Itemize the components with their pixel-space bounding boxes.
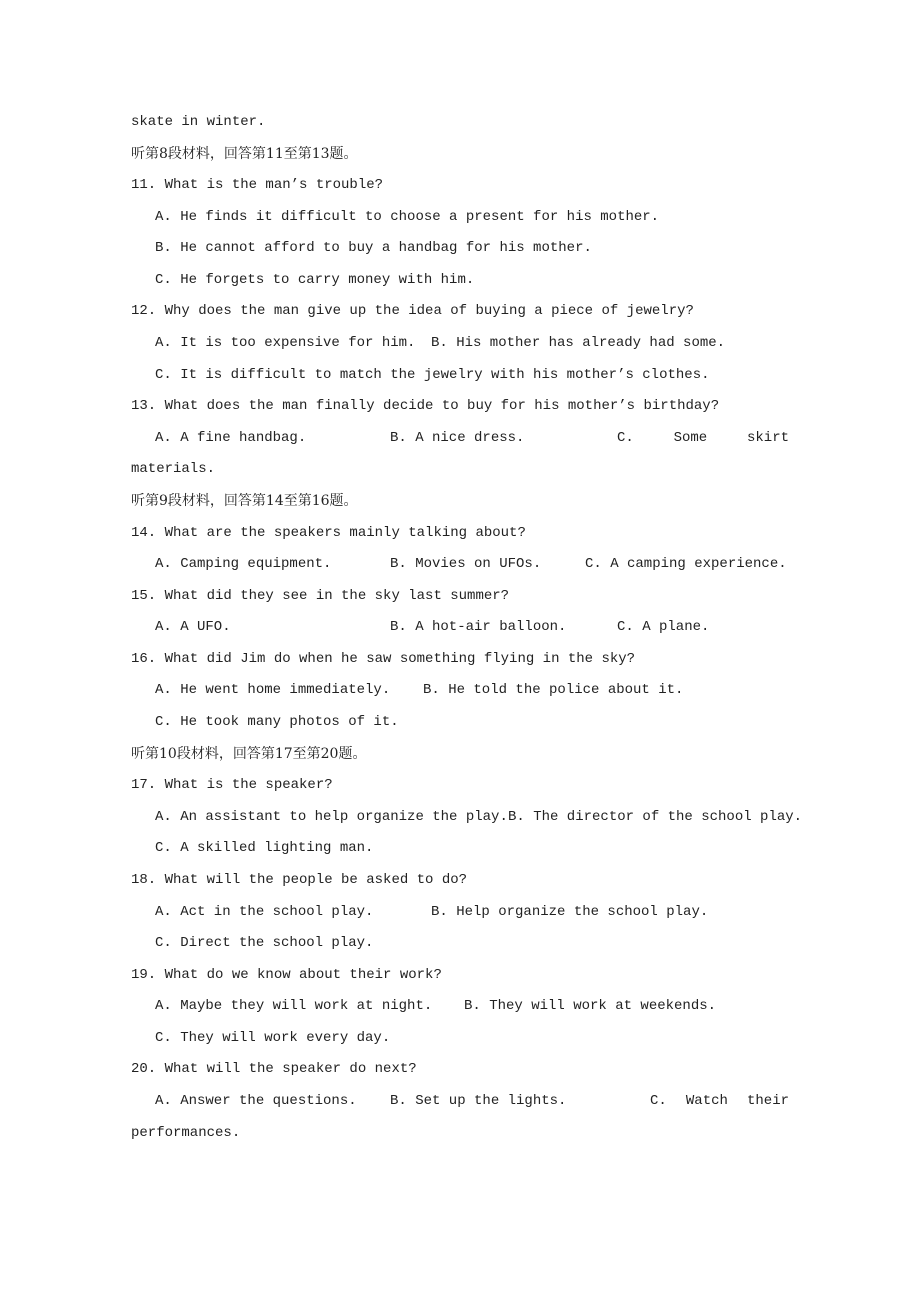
answer-option: B. He told the police about it. xyxy=(423,682,684,699)
question-stem: 18. What will the people be asked to do? xyxy=(131,871,468,888)
question-stem: 20. What will the speaker do next? xyxy=(131,1061,417,1078)
section-heading: 听第9段材料，回答第14至第16题。 xyxy=(131,492,358,509)
question-stem: 19. What do we know about their work? xyxy=(131,966,442,983)
answer-option: C. He forgets to carry money with him. xyxy=(155,271,475,288)
answer-option: C. It is difficult to match the jewelry with his mother’s clothes. xyxy=(155,366,710,383)
answer-option: C. A camping experience. xyxy=(585,556,787,573)
question-stem: 13. What does the man finally decide to buy for his mother’s birthday? xyxy=(131,398,720,415)
answer-option: A. He finds it difficult to choose a present for his mother. xyxy=(155,208,660,225)
answer-option: A. Camping equipment. xyxy=(155,556,332,573)
answer-option: A. Act in the school play. xyxy=(155,903,374,920)
answer-option: B. They will work at weekends. xyxy=(464,998,717,1015)
answer-option: A. Answer the questions. xyxy=(155,1092,357,1109)
answer-option: A. A fine handbag. xyxy=(155,429,307,446)
answer-option: B. A nice dress. xyxy=(390,429,525,446)
question-stem: 11. What is the man’s trouble? xyxy=(131,177,384,194)
question-stem: 17. What is the speaker? xyxy=(131,777,333,794)
question-stem: 14. What are the speakers mainly talking about? xyxy=(131,524,526,541)
answer-option: C. A skilled lighting man. xyxy=(155,840,374,857)
answer-option: A. An assistant to help organize the play. xyxy=(155,808,508,825)
answer-option: C. Direct the school play. xyxy=(155,935,374,952)
question-stem: 12. Why does the man give up the idea of buying a piece of jewelry? xyxy=(131,303,694,320)
answer-option: B. Movies on UFOs. xyxy=(390,556,542,573)
body-text: materials. xyxy=(131,461,216,478)
answer-option: B. A hot-air balloon. xyxy=(390,619,567,636)
section-heading: 听第10段材料，回答第17至第20题。 xyxy=(131,745,367,762)
answer-option: B. He cannot afford to buy a handbag for his mother. xyxy=(155,240,592,257)
answer-option: A. A UFO. xyxy=(155,619,231,636)
question-stem: 15. What did they see in the sky last summer? xyxy=(131,587,510,604)
answer-option: A. He went home immediately. xyxy=(155,682,391,699)
section-heading: 听第8段材料，回答第11至第13题。 xyxy=(131,145,358,162)
answer-option: A. Maybe they will work at night. xyxy=(155,998,433,1015)
body-text: skate in winter. xyxy=(131,114,266,130)
answer-option: C. They will work every day. xyxy=(155,1029,391,1046)
answer-option: C. A plane. xyxy=(617,619,710,636)
answer-option: B. Help organize the school play. xyxy=(431,903,709,920)
answer-option: B. His mother has already had some. xyxy=(431,335,726,352)
answer-option: B. Set up the lights. xyxy=(390,1092,567,1109)
answer-option: B. The director of the school play. xyxy=(508,808,803,825)
body-text: performances. xyxy=(131,1124,241,1141)
answer-option: C. He took many photos of it. xyxy=(155,714,399,731)
answer-option: C. Some skirt xyxy=(617,429,789,446)
answer-option: C. Watch their xyxy=(650,1092,789,1109)
question-stem: 16. What did Jim do when he saw something flying in the sky? xyxy=(131,650,636,667)
answer-option: A. It is too expensive for him. xyxy=(155,335,416,352)
